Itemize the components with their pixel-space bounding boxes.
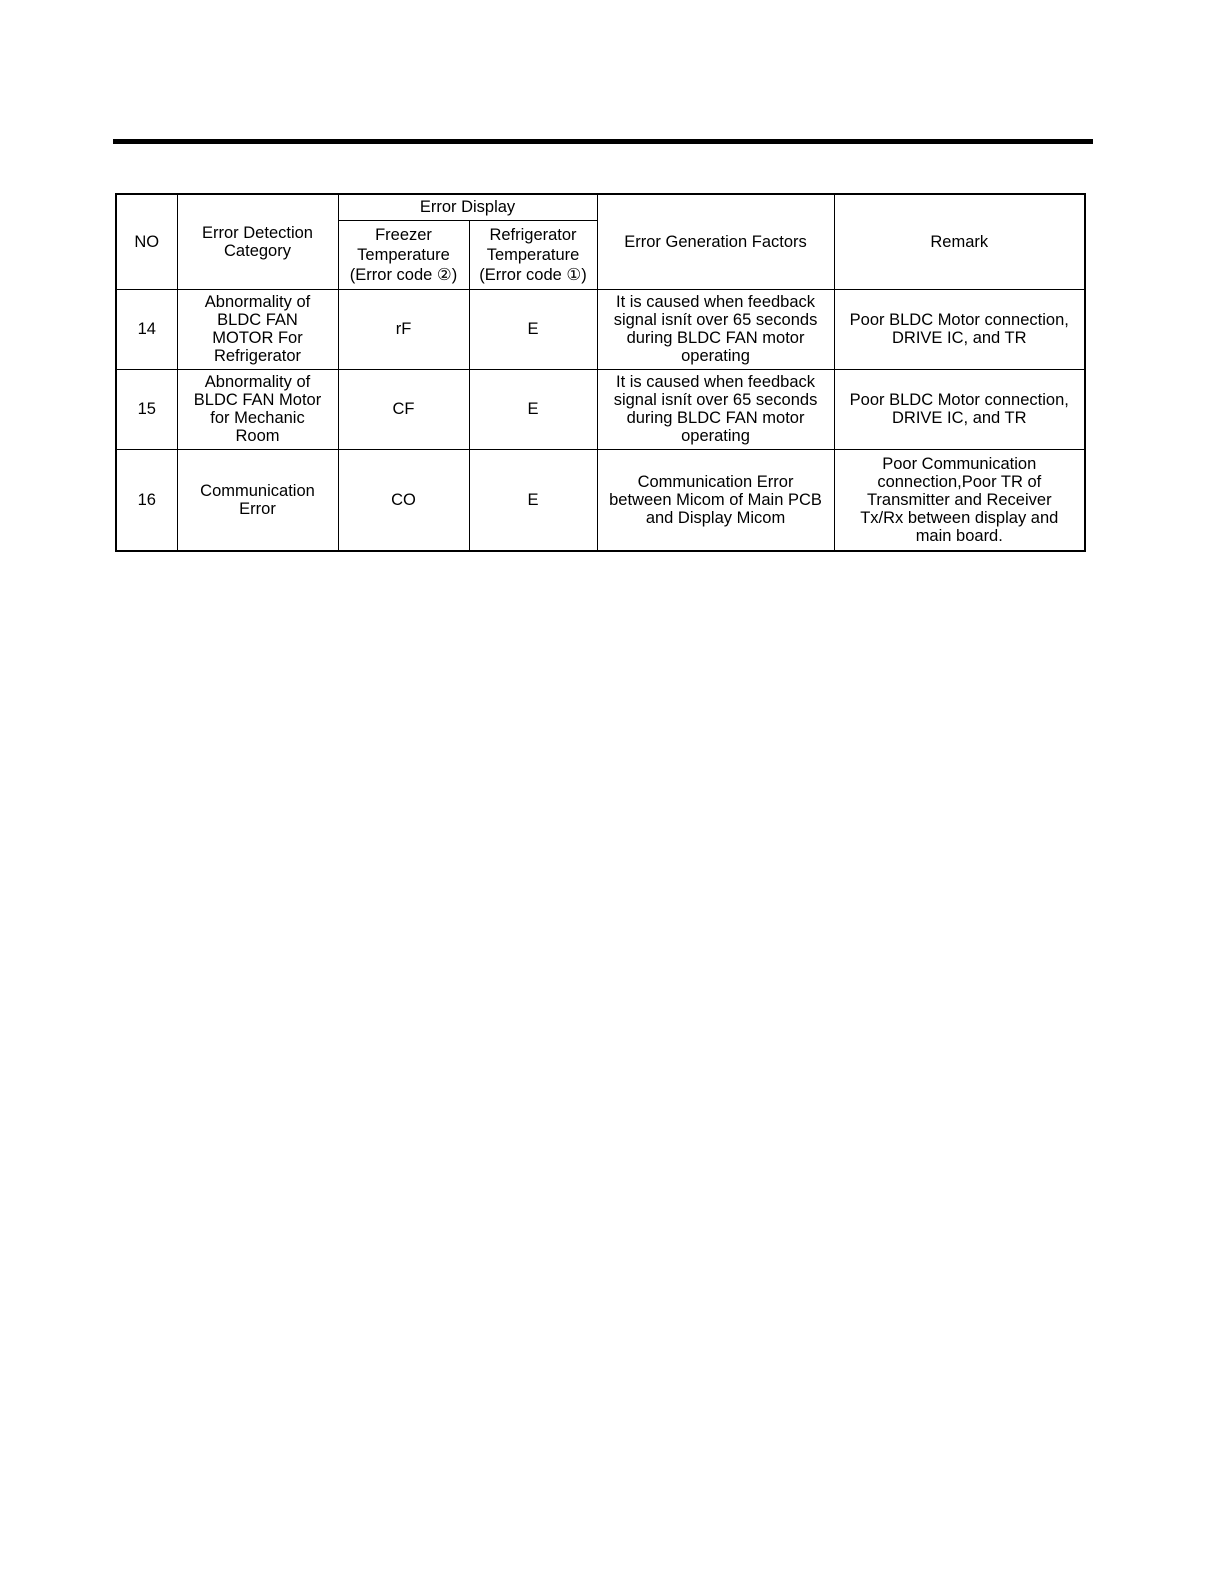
cell-freezer-code: CF: [338, 369, 469, 449]
cell-category: Abnormality of BLDC FAN MOTOR For Refrigerator: [177, 289, 338, 369]
cell-remark: Poor BLDC Motor connection, DRIVE IC, and TR: [834, 369, 1085, 449]
table-row: [116, 369, 1085, 449]
header-factors: Error Generation Factors: [597, 194, 834, 289]
cell-remark: Poor BLDC Motor connection, DRIVE IC, and TR: [834, 289, 1085, 369]
cell-factors: Communication Error between Micom of Main PCB and Display Micom: [597, 449, 834, 551]
cell-freezer-code: rF: [338, 289, 469, 369]
cell-no: 15: [116, 369, 177, 449]
cell-refrigerator-code: E: [469, 449, 597, 551]
cell-refrigerator-code: E: [469, 289, 597, 369]
header-freezer: Freezer Temperature (Error code ②): [338, 220, 469, 289]
header-no: NO: [116, 194, 177, 289]
cell-category: Abnormality of BLDC FAN Motor for Mechanic Room: [177, 369, 338, 449]
header-row-1: [116, 194, 1085, 220]
cell-no: 14: [116, 289, 177, 369]
cell-no: 16: [116, 449, 177, 551]
header-refrigerator: Refrigerator Temperature (Error code ①): [469, 220, 597, 289]
cell-freezer-code: CO: [338, 449, 469, 551]
table-row: [116, 289, 1085, 369]
cell-category: Communication Error: [177, 449, 338, 551]
cell-refrigerator-code: E: [469, 369, 597, 449]
table-row: [116, 449, 1085, 551]
top-rule: [113, 139, 1093, 144]
header-remark: Remark: [834, 194, 1085, 289]
error-code-table: [115, 193, 1086, 552]
cell-factors: It is caused when feedback signal isnít over 65 seconds during BLDC FAN motor operating: [597, 289, 834, 369]
cell-remark: Poor Communication connection,Poor TR of Transmitter and Receiver Tx/Rx between display and main board.: [834, 449, 1085, 551]
header-error-display: Error Display: [338, 194, 597, 220]
cell-factors: It is caused when feedback signal isnít over 65 seconds during BLDC FAN motor operating: [597, 369, 834, 449]
header-category: Error Detection Category: [177, 194, 338, 289]
